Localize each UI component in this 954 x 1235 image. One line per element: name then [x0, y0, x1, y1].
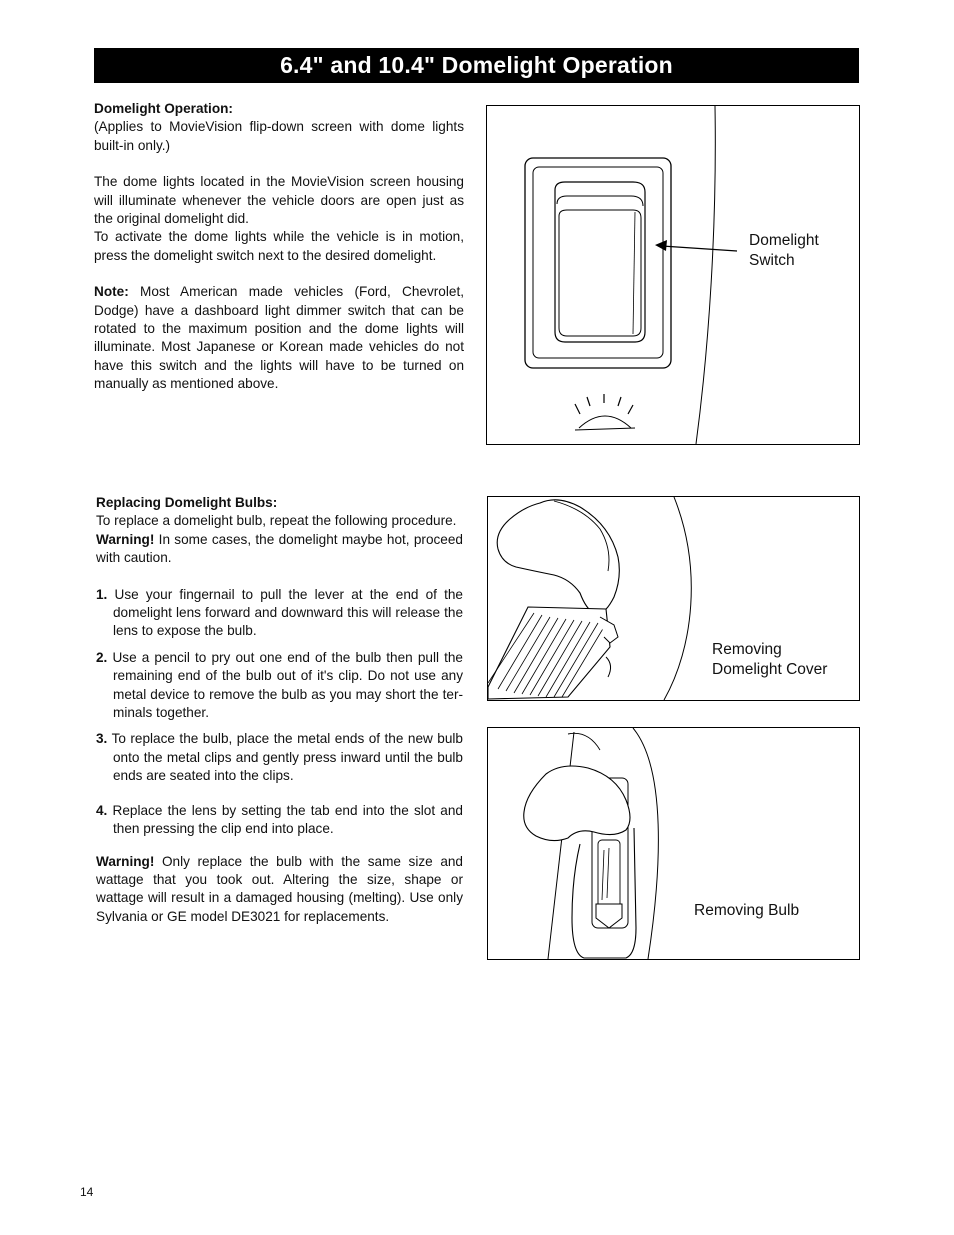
operation-applies: (Applies to MovieVision flip-down screen with dome lights built-in only.) [94, 119, 464, 153]
final-warning [96, 853, 463, 927]
step-text: Use a pencil to pry out one end of the bulb then pull the remaining end of the bulb out of it's clip. Do not use any metal device to remove the bulb as you may short the ter-minals together. [107, 649, 463, 721]
step-text: To replace the bulb, place the metal ends of the new bulb onto the metal clips and gently press inward until the bulb ends are seated into the clips. [107, 731, 463, 784]
operation-note [94, 283, 464, 393]
warning-label: Warning! [96, 531, 155, 547]
warning-text: In some cases, the domelight maybe hot, proceed with caution. [96, 531, 463, 566]
bulb-caption: Removing Bulb [694, 902, 800, 919]
cover-caption-line-1: Removing [712, 641, 782, 658]
step-2 [96, 649, 463, 723]
step-number: 1. [96, 586, 108, 602]
replacing-intro: To replace a domelight bulb, repeat the following procedure. [96, 513, 457, 529]
note-label: Note: [94, 284, 129, 300]
final-warning-label: Warning! [96, 853, 155, 869]
domelight-switch-illustration [487, 106, 859, 444]
step-number: 2. [96, 649, 108, 665]
note-text: Most American made vehicles (Ford, Chevrolet, Dodge) have a dashboard light dimmer switch that can be rotated to the maximum position and the dome lights will illuminate. Most Japanese or Korean made vehicles do not have this switch and the lights will have to be turned on manually as mentioned above. [94, 284, 464, 392]
page-number: 14 [80, 1185, 94, 1199]
step-number: 3. [96, 731, 108, 747]
cover-caption [712, 640, 827, 680]
operation-para-2: To activate the dome lights while the vehicle is in motion, press the domelight switch next to the desired domelight. [94, 229, 464, 263]
removing-bulb-figure [487, 727, 860, 960]
operation-para-1: The dome lights located in the MovieVision screen housing will illuminate whenever the vehicle doors are open just as the original domelight did. [94, 174, 464, 227]
replacing-heading: Replacing Domelight Bulbs: [96, 495, 278, 510]
operation-heading: Domelight Operation: [94, 101, 233, 116]
switch-caption-line-1: Domelight [749, 232, 819, 249]
operation-section [94, 100, 464, 394]
replacing-warning [96, 531, 463, 568]
step-1 [96, 586, 463, 641]
step-text: Use your fingernail to pull the lever at the end of the domelight lens forward and downward this will release the lens to expose the bulb. [107, 586, 463, 639]
domelight-switch-figure [486, 105, 860, 445]
step-text: Replace the lens by setting the tab end into the slot and then pressing the clip end into place. [107, 802, 463, 837]
switch-caption-line-2: Switch [749, 252, 795, 269]
replacing-section [96, 494, 463, 926]
page-title: 6.4" and 10.4" Domelight Operation [94, 48, 859, 83]
switch-caption [749, 231, 819, 271]
cover-caption-line-2: Domelight Cover [712, 661, 828, 678]
step-3 [96, 730, 463, 785]
step-4 [96, 802, 463, 839]
removing-bulb-illustration [488, 728, 859, 959]
final-warning-text: Only replace the bulb with the same size and wattage that you took out. Altering the size, shape or wattage will result in a damaged housing (melting). Use only Sylvania or GE model DE3021 for replacements. [96, 853, 463, 924]
removing-cover-figure [487, 496, 860, 701]
step-number: 4. [96, 802, 108, 818]
